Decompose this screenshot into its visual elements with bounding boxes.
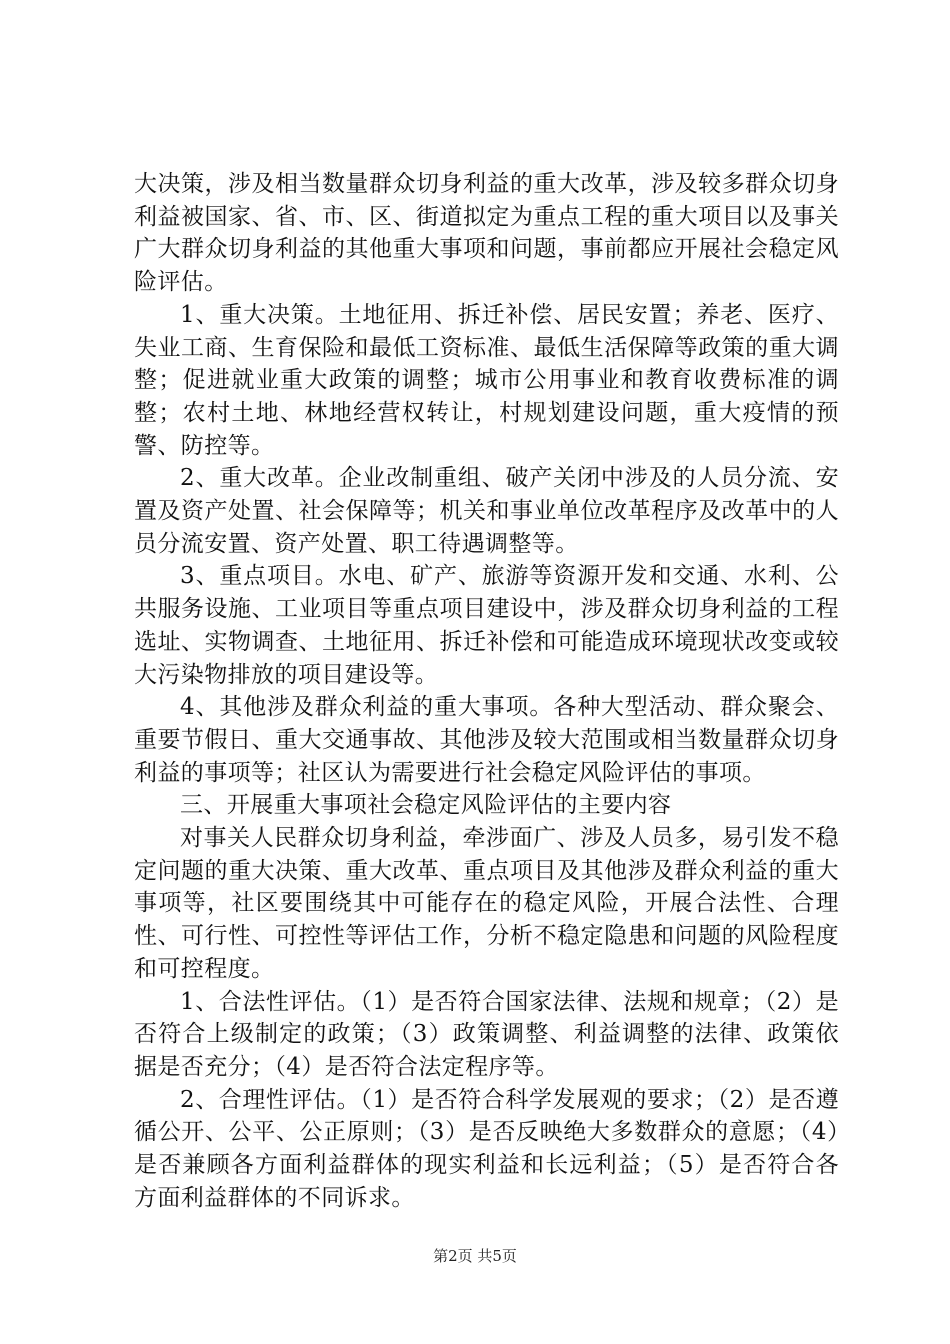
- page-footer: [0, 1246, 950, 1266]
- paragraph-legality-assessment: 1、合法性评估。（1）是否符合国家法律、法规和规章；（2）是否符合上级制定的政策；（3）政策调整、利益调整的法律、政策依据是否充分；（4）是否符合法定程序等。: [134, 988, 839, 1080]
- paragraph-key-projects: 3、重点项目。水电、矿产、旅游等资源开发和交通、水利、公共服务设施、工业项目等重点项目建设中，涉及群众切身利益的工程选址、实物调查、土地征用、拆迁补偿和可能造成环境现状改变或较大污染物排放的项目建设等。: [134, 563, 839, 688]
- paragraph-assessment-scope: 对事关人民群众切身利益，牵涉面广、涉及人员多，易引发不稳定问题的重大决策、重大改革、重点项目及其他涉及群众利益的重大事项等，社区要围绕其中可能存在的稳定风险，开展合法性、合理性、可行性、可控性等评估工作，分析不稳定隐患和问题的风险程度和可控程度。: [134, 825, 839, 982]
- page-number-label: 第2页 共5页: [433, 1247, 517, 1265]
- document-body: [134, 168, 839, 1215]
- paragraph-major-decisions: 1、重大决策。土地征用、拆迁补偿、居民安置；养老、医疗、失业工商、生育保险和最低工资标准、最低生活保障等政策的重大调整；促进就业重大政策的调整；城市公用事业和教育收费标准的调整；农村土地、林地经营权转让，村规划建设问题，重大疫情的预警、防控等。: [134, 301, 839, 459]
- paragraph-major-reforms: 2、重大改革。企业改制重组、破产关闭中涉及的人员分流、安置及资产处置、社会保障等；机关和事业单位改革程序及改革中的人员分流安置、资产处置、职工待遇调整等。: [134, 465, 839, 557]
- paragraph-rationality-assessment: 2、合理性评估。（1）是否符合科学发展观的要求；（2）是否遵循公开、公平、公正原则；（3）是否反映绝大多数群众的意愿；（4）是否兼顾各方面利益群体的现实利益和长远利益；（5）是否符合各方面利益群体的不同诉求。: [134, 1086, 839, 1211]
- paragraph-other-matters: 4、其他涉及群众利益的重大事项。各种大型活动、群众聚会、重要节假日、重大交通事故、其他涉及较大范围或相当数量群众切身利益的事项等；社区认为需要进行社会稳定风险评估的事项。: [134, 694, 839, 786]
- paragraph-continuation: 大决策，涉及相当数量群众切身利益的重大改革，涉及较多群众切身利益被国家、省、市、区、街道拟定为重点工程的重大项目以及事关广大群众切身利益的其他重大事项和问题，事前都应开展社会稳定风险评估。: [134, 171, 839, 296]
- section-heading: 三、开展重大事项社会稳定风险评估的主要内容: [180, 792, 672, 819]
